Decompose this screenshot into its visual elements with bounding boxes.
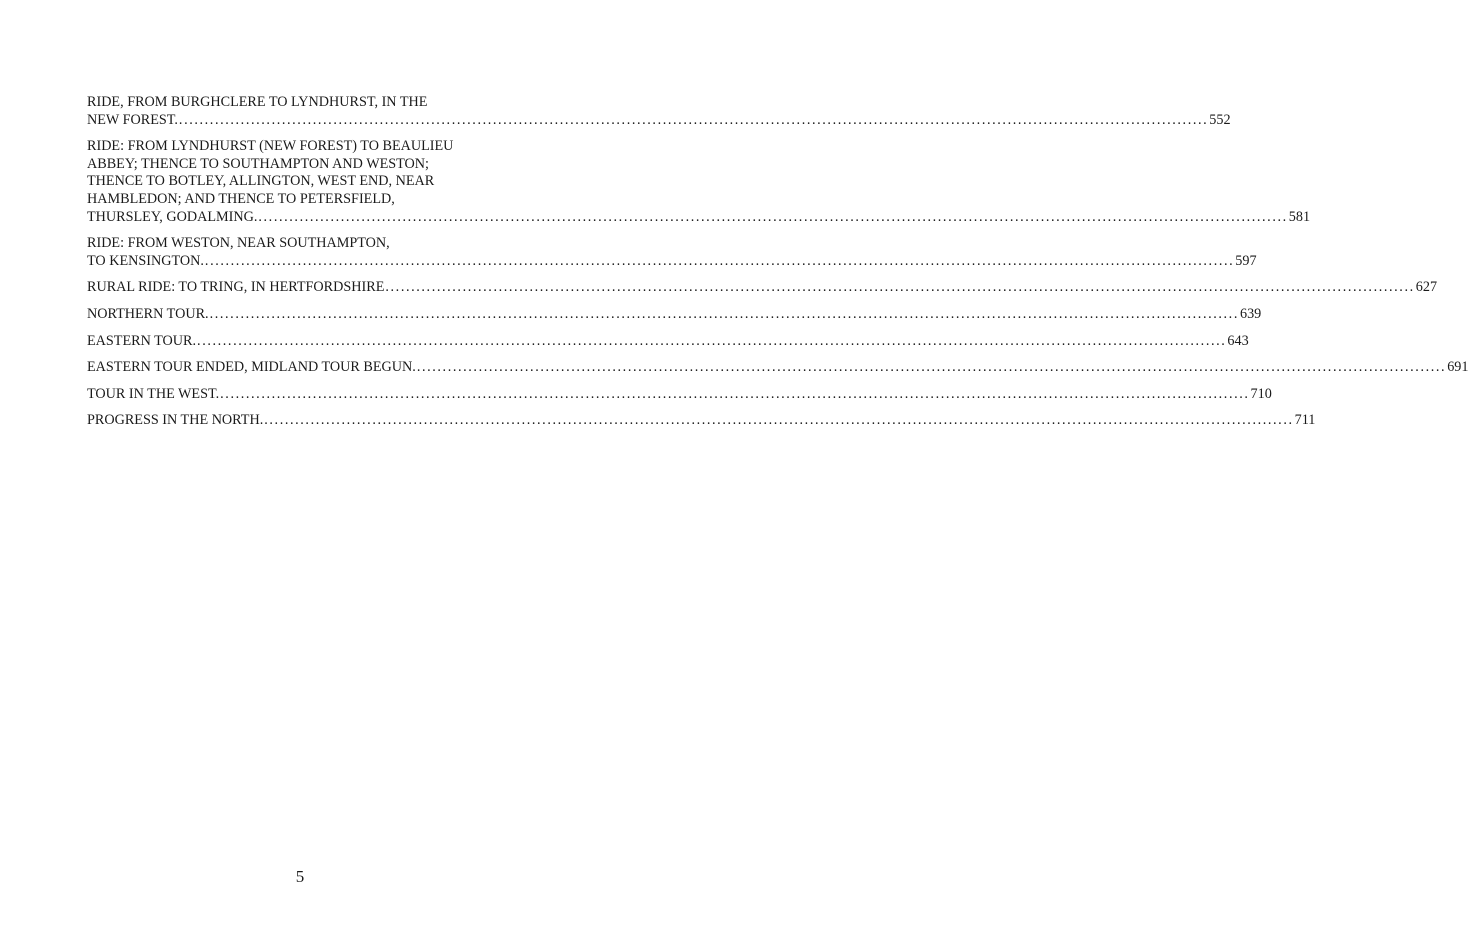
page-number: 5: [295, 867, 305, 886]
toc-entry-page-number: 711: [1294, 412, 1316, 429]
toc-entry[interactable]: [87, 138, 1311, 226]
toc-entry-title-line: THENCE TO BOTLEY, ALLINGTON, WEST END, NEAR: [87, 173, 435, 190]
toc-entry-leader-row: [87, 111, 1231, 130]
toc-entry-title-line: RIDE: FROM WESTON, NEAR SOUTHAMPTON,: [87, 235, 390, 252]
toc-entry-title: EASTERN TOUR ENDED, MIDLAND TOUR BEGUN.: [87, 359, 416, 376]
toc-entry-title: PROGRESS IN THE NORTH.: [87, 412, 264, 429]
toc-entry-title-line: ABBEY; THENCE TO SOUTHAMPTON AND WESTON;: [87, 155, 429, 172]
toc-entry-leader-row: [87, 252, 1257, 271]
dot-leader: ........................................................................................................................................................................................................: [209, 305, 1239, 322]
dot-leader: ........................................................................................................................................................................................................: [264, 412, 1294, 429]
dot-leader: ........................................................................................................................................................................................................: [220, 385, 1250, 402]
dot-leader: ........................................................................................................................................................................................................: [197, 332, 1227, 349]
toc-entry-title-line: RIDE, FROM BURGHCLERE TO LYNDHURST, IN THE: [87, 94, 428, 110]
toc-entry[interactable]: [87, 412, 1316, 430]
dot-leader: ........................................................................................................................................................................................................: [416, 359, 1447, 376]
toc-entry-title: NEW FOREST.: [87, 111, 178, 128]
toc-entry-leader-row: [87, 385, 1272, 404]
toc-entry-page-number: 710: [1250, 385, 1272, 402]
toc-entry-title-line: HAMBLEDON; AND THENCE TO PETERSFIELD,: [87, 190, 395, 207]
toc-entry[interactable]: [87, 235, 1257, 270]
toc-entry-page-number: 552: [1209, 111, 1231, 128]
toc-entry[interactable]: [87, 332, 1249, 351]
toc-entry-leader-row: [87, 208, 1311, 227]
toc-entry[interactable]: [87, 305, 1262, 324]
toc-entry-page-number: 643: [1227, 332, 1249, 349]
toc-entry-leader-row: [87, 412, 1316, 430]
table-of-contents: [87, 94, 1468, 439]
toc-entry-title: EASTERN TOUR.: [87, 332, 197, 349]
toc-entry-page-number: 581: [1288, 208, 1311, 225]
toc-entry-page-number: 597: [1235, 252, 1257, 269]
toc-entry[interactable]: [87, 94, 1231, 129]
toc-entry-title: RURAL RIDE: TO TRING, IN HERTFORDSHIRE: [87, 279, 385, 296]
dot-leader: ........................................................................................................................................................................................................: [385, 279, 1415, 296]
toc-entry[interactable]: [87, 385, 1272, 404]
toc-entry-leader-row: [87, 359, 1468, 377]
toc-entry-leader-row: [87, 332, 1249, 351]
toc-entry-title: TOUR IN THE WEST.: [87, 385, 220, 402]
toc-entry[interactable]: [87, 359, 1468, 377]
toc-entry-title: THURSLEY, GODALMING.: [87, 208, 258, 225]
dot-leader: ........................................................................................................................................................................................................: [204, 252, 1235, 269]
dot-leader: ........................................................................................................................................................................................................: [258, 208, 1288, 225]
toc-entry-page-number: 691: [1447, 359, 1468, 376]
toc-entry-leader-row: [87, 305, 1262, 324]
toc-entry-title-line: RIDE: FROM LYNDHURST (NEW FOREST) TO BEAULIEU: [87, 138, 454, 155]
toc-entry-page-number: 639: [1239, 305, 1262, 322]
dot-leader: ........................................................................................................................................................................................................: [178, 111, 1209, 128]
toc-entry-page-number: 627: [1415, 279, 1438, 296]
toc-entry-title: NORTHERN TOUR.: [87, 305, 209, 322]
toc-entry[interactable]: [87, 279, 1438, 297]
toc-entry-title: TO KENSINGTON.: [87, 252, 204, 269]
toc-entry-leader-row: [87, 279, 1438, 297]
